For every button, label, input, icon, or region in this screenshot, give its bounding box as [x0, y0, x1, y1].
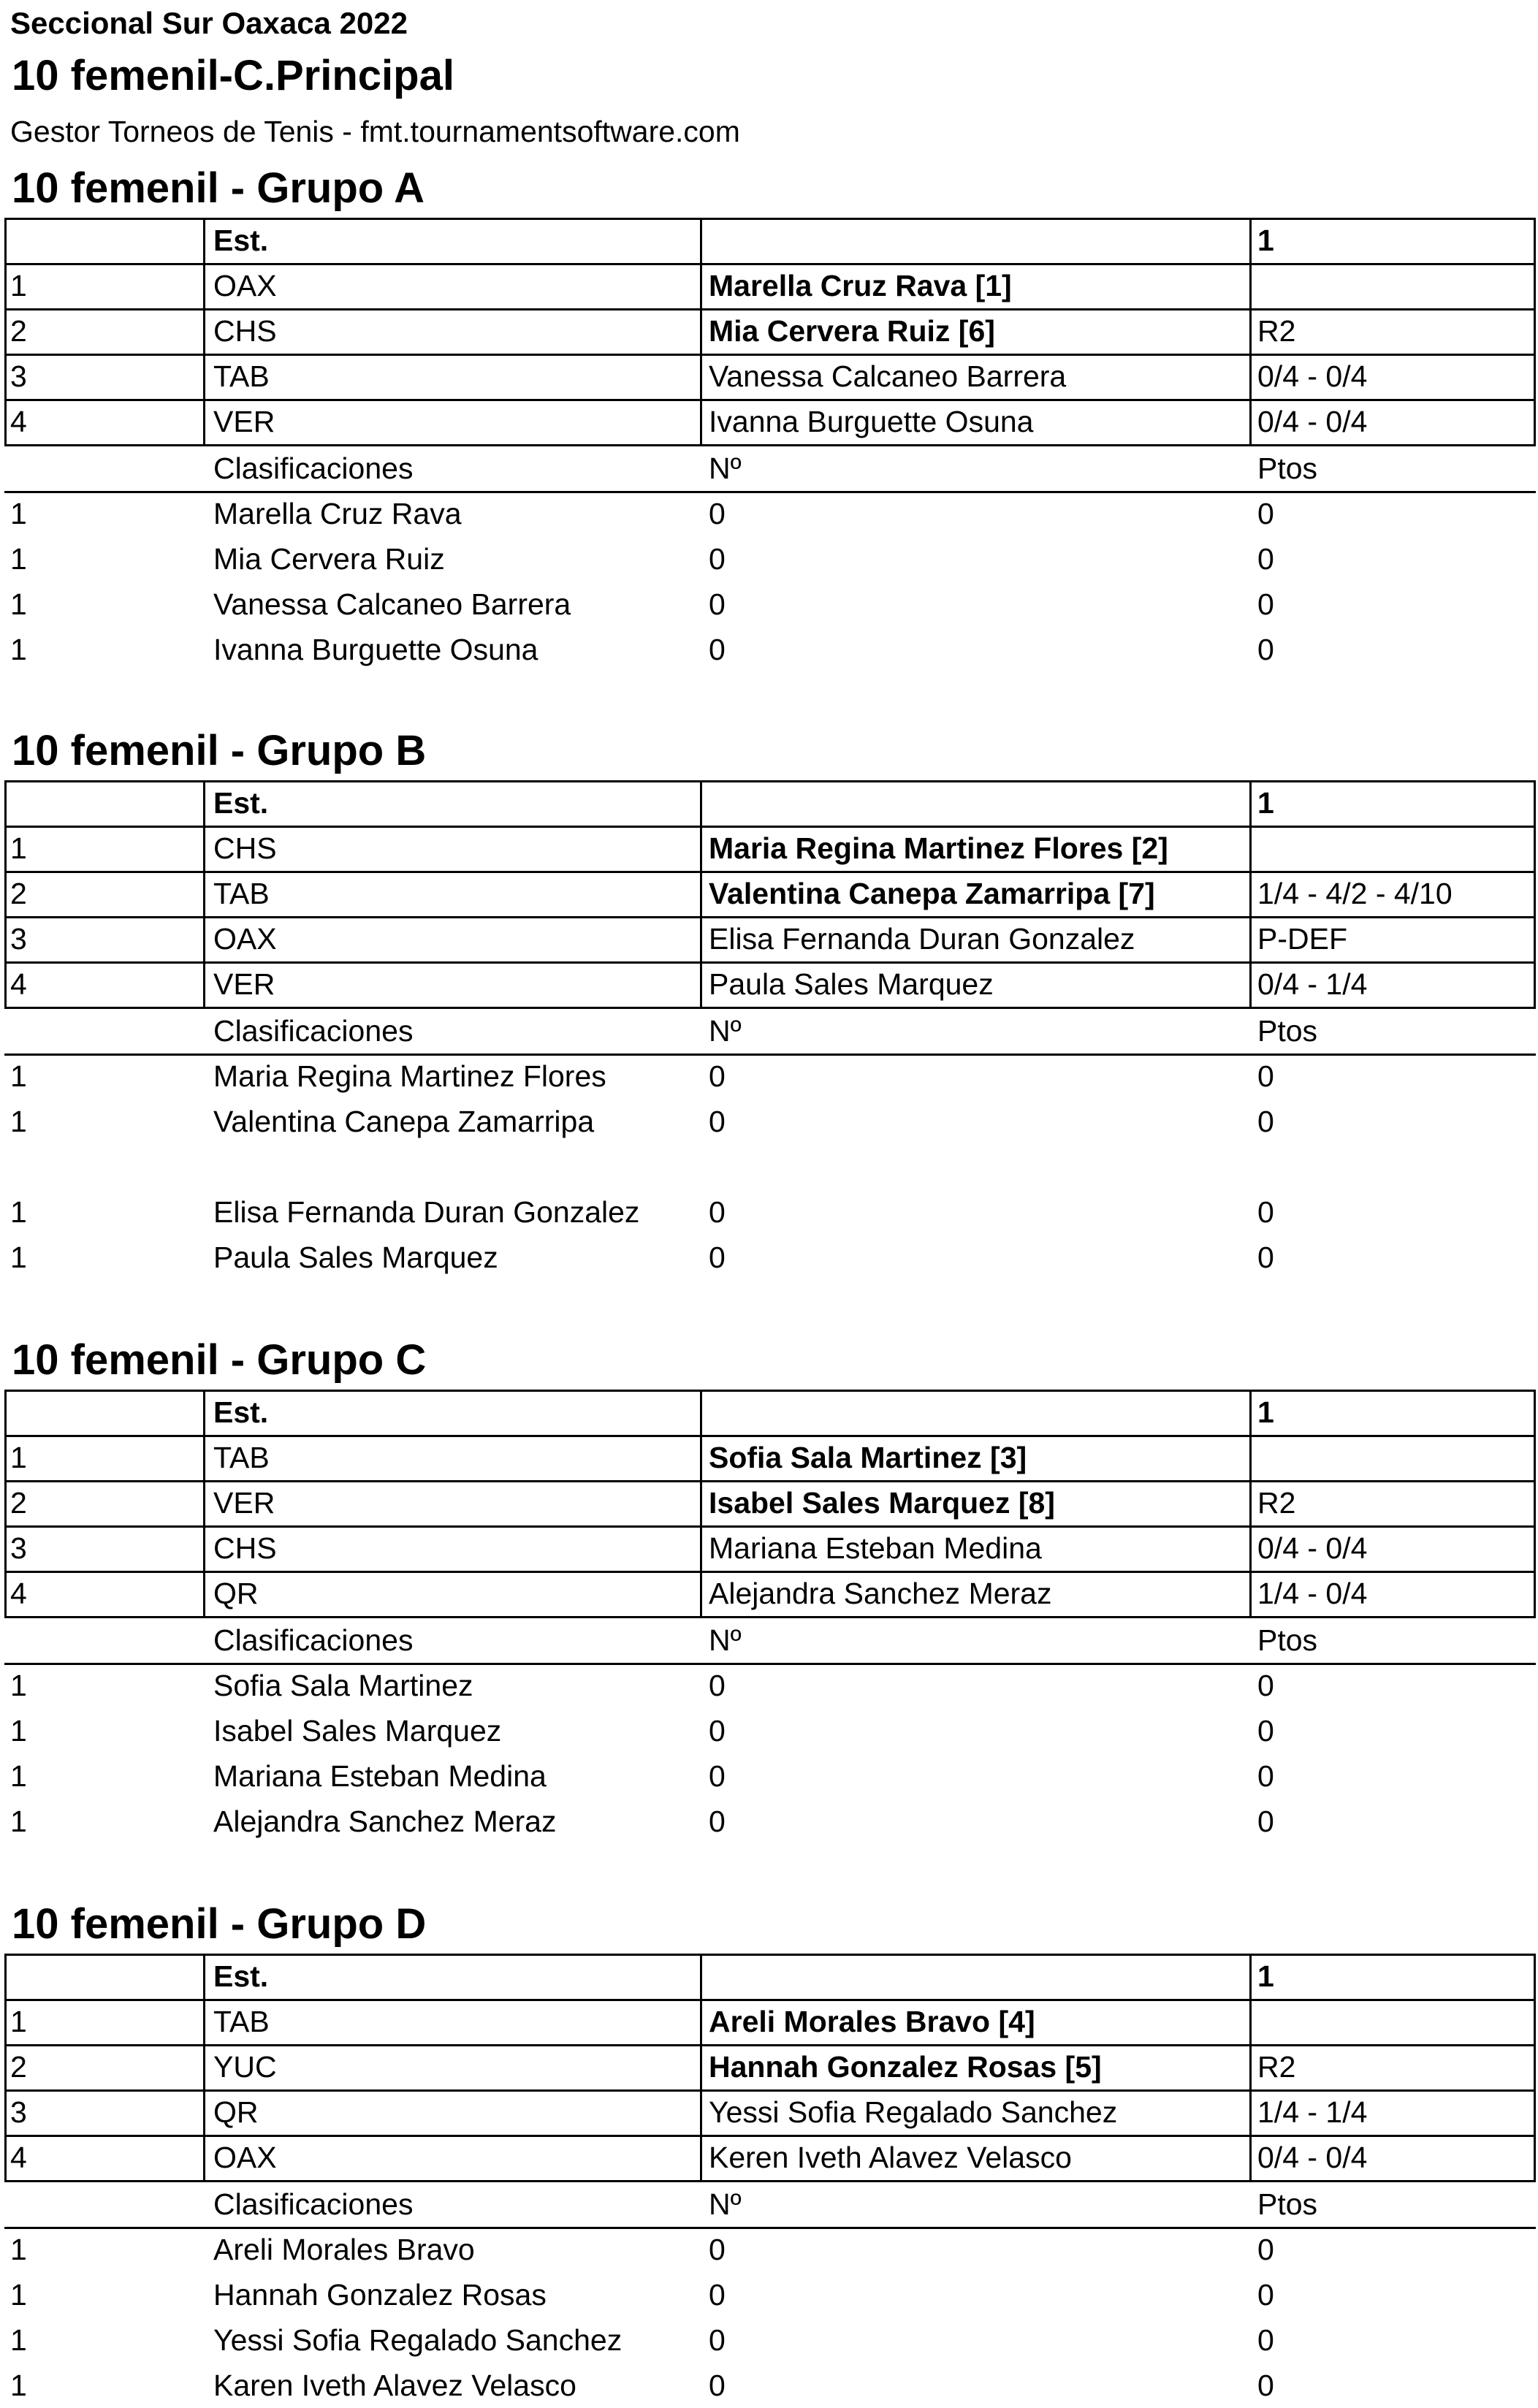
- standings-number: 0: [709, 1195, 726, 1229]
- group-header-row: [0, 1954, 1538, 1999]
- standings-number: 0: [709, 1759, 726, 1793]
- player-state: OAX: [213, 2141, 277, 2174]
- match-score: [1257, 1435, 1535, 1480]
- standings-row: [0, 627, 1538, 672]
- group-header-row: [0, 1390, 1538, 1435]
- player-row: [0, 1480, 1538, 1525]
- player-row: [0, 354, 1538, 399]
- source-line: Gestor Torneos de Tenis - fmt.tournamentsoftware.com: [10, 115, 740, 148]
- player-state: QR: [213, 1577, 259, 1610]
- standings-rank: 1: [10, 1105, 27, 1138]
- player-name: Keren Iveth Alavez Velasco: [709, 2141, 1072, 2174]
- standings-row: [0, 1144, 1538, 1189]
- player-row: [0, 2135, 1538, 2180]
- player-position: 2: [10, 1486, 27, 1520]
- standings-name: Isabel Sales Marquez: [213, 1714, 502, 1748]
- standings-row: [0, 2272, 1538, 2317]
- player-name: Mia Cervera Ruiz [6]: [709, 314, 995, 348]
- standings-number: 0: [709, 587, 726, 621]
- standings-row: [0, 1099, 1538, 1144]
- standings-rank: 1: [10, 633, 27, 666]
- standings-name: Paula Sales Marquez: [213, 1241, 498, 1274]
- player-name: Marella Cruz Rava [1]: [709, 269, 1012, 302]
- match-score: R2: [1257, 2050, 1296, 2084]
- match-score: P-DEF: [1257, 922, 1347, 956]
- round-column-header: 1: [1257, 224, 1274, 257]
- standings-number: [709, 1144, 1249, 1189]
- standings-points: [1257, 1144, 1535, 1189]
- group-title: 10 femenil - Grupo A: [12, 164, 425, 212]
- standings-row: [0, 1753, 1538, 1799]
- match-score: 0/4 - 0/4: [1257, 405, 1368, 438]
- standings-rank: 1: [10, 542, 27, 576]
- player-state: CHS: [213, 314, 277, 348]
- standings-rank: 1: [10, 1759, 27, 1793]
- standings-name: Alejandra Sanchez Meraz: [213, 1805, 557, 1838]
- standings-header-row: [0, 446, 1538, 491]
- player-state: VER: [213, 1486, 275, 1520]
- player-state: TAB: [213, 2005, 270, 2038]
- player-position: 4: [10, 967, 27, 1001]
- standings-name: [213, 1144, 696, 1189]
- player-name: Hannah Gonzalez Rosas [5]: [709, 2050, 1102, 2084]
- state-column-header: Est.: [213, 1959, 269, 1993]
- player-row: [0, 1525, 1538, 1571]
- player-name: Alejandra Sanchez Meraz: [709, 1577, 1052, 1610]
- standings-row: [0, 1708, 1538, 1753]
- player-row: [0, 1999, 1538, 2044]
- group-title: 10 femenil - Grupo B: [12, 727, 427, 774]
- standings-number-header: Nº: [709, 1623, 742, 1657]
- player-position: 1: [10, 1441, 27, 1474]
- standings-rank: 1: [10, 497, 27, 530]
- match-score: [1257, 1999, 1535, 2044]
- player-position: 2: [10, 2050, 27, 2084]
- standings-points-header: Ptos: [1257, 1623, 1318, 1657]
- match-score: 0/4 - 0/4: [1257, 359, 1368, 393]
- player-row: [0, 263, 1538, 308]
- player-name: Ivanna Burguette Osuna: [709, 405, 1034, 438]
- group-header-row: [0, 218, 1538, 263]
- standings-rank: 1: [10, 2233, 27, 2266]
- standings-row: [0, 2317, 1538, 2363]
- round-column-header: 1: [1257, 1959, 1274, 1993]
- standings-points: 0: [1257, 1059, 1274, 1093]
- standings-name: Mariana Esteban Medina: [213, 1759, 547, 1793]
- standings-number-header: Nº: [709, 452, 742, 485]
- standings-name: Karen Iveth Alavez Velasco: [213, 2369, 576, 2402]
- standings-rank: 1: [10, 1669, 27, 1702]
- round-column-header: 1: [1257, 786, 1274, 820]
- standings-points: 0: [1257, 1195, 1274, 1229]
- player-row: [0, 826, 1538, 871]
- player-row: [0, 2089, 1538, 2135]
- match-score: 1/4 - 4/2 - 4/10: [1257, 877, 1453, 910]
- standings-rank: 1: [10, 1059, 27, 1093]
- player-state: VER: [213, 967, 275, 1001]
- standings-name: Marella Cruz Rava: [213, 497, 462, 530]
- state-column-header: Est.: [213, 786, 269, 820]
- standings-points: 0: [1257, 1105, 1274, 1138]
- player-position: 4: [10, 1577, 27, 1610]
- standings-label: Clasificaciones: [213, 452, 414, 485]
- standings-label: Clasificaciones: [213, 1623, 414, 1657]
- player-row: [0, 399, 1538, 444]
- match-score: 0/4 - 0/4: [1257, 2141, 1368, 2174]
- player-state: VER: [213, 405, 275, 438]
- player-name: Paula Sales Marquez: [709, 967, 994, 1001]
- group-b: [0, 722, 1538, 1279]
- player-name: Areli Morales Bravo [4]: [709, 2005, 1035, 2038]
- standings-label: Clasificaciones: [213, 1014, 414, 1048]
- standings-number: 0: [709, 1105, 726, 1138]
- standings-row: [0, 1663, 1538, 1708]
- player-name: Valentina Canepa Zamarripa [7]: [709, 877, 1155, 910]
- player-position: 3: [10, 1531, 27, 1565]
- match-score: 1/4 - 1/4: [1257, 2095, 1368, 2129]
- standings-rank: 1: [10, 1195, 27, 1229]
- standings-name: Yessi Sofia Regalado Sanchez: [213, 2323, 623, 2357]
- standings-rank: 1: [10, 1805, 27, 1838]
- standings-points: 0: [1257, 497, 1274, 530]
- state-column-header: Est.: [213, 1395, 269, 1429]
- player-name: Sofia Sala Martinez [3]: [709, 1441, 1027, 1474]
- standings-number: 0: [709, 1669, 726, 1702]
- player-row: [0, 308, 1538, 354]
- standings-number-header: Nº: [709, 1014, 742, 1048]
- standings-row: [0, 2227, 1538, 2272]
- standings-points: 0: [1257, 542, 1274, 576]
- standings-number: 0: [709, 2369, 726, 2402]
- standings-header-row: [0, 1008, 1538, 1054]
- player-position: 3: [10, 922, 27, 956]
- standings-row: [0, 491, 1538, 536]
- player-position: 1: [10, 2005, 27, 2038]
- standings-row: [0, 1799, 1538, 1844]
- player-position: 4: [10, 2141, 27, 2174]
- standings-points: 0: [1257, 633, 1274, 666]
- player-position: 4: [10, 405, 27, 438]
- standings-points: 0: [1257, 2278, 1274, 2312]
- group-a: [0, 159, 1538, 671]
- standings-rank: [10, 1144, 200, 1189]
- state-column-header: Est.: [213, 224, 269, 257]
- match-score: 0/4 - 1/4: [1257, 967, 1368, 1001]
- player-state: CHS: [213, 1531, 277, 1565]
- player-row: [0, 1571, 1538, 1616]
- standings-points: 0: [1257, 1669, 1274, 1702]
- player-row: [0, 961, 1538, 1007]
- standings-points: 0: [1257, 1759, 1274, 1793]
- standings-name: Elisa Fernanda Duran Gonzalez: [213, 1195, 640, 1229]
- group-title: 10 femenil - Grupo D: [12, 1900, 427, 1948]
- standings-rank: 1: [10, 1241, 27, 1274]
- standings-number: 0: [709, 1805, 726, 1838]
- standings-points-header: Ptos: [1257, 452, 1318, 485]
- standings-header-row: [0, 1618, 1538, 1663]
- player-name: Isabel Sales Marquez [8]: [709, 1486, 1055, 1520]
- standings-rank: 1: [10, 2369, 27, 2402]
- player-state: OAX: [213, 269, 277, 302]
- standings-rank: 1: [10, 587, 27, 621]
- group-d: [0, 1895, 1538, 2407]
- standings-points: 0: [1257, 2369, 1274, 2402]
- player-state: TAB: [213, 877, 270, 910]
- player-row: [0, 1435, 1538, 1480]
- player-position: 2: [10, 877, 27, 910]
- group-c: [0, 1331, 1538, 1843]
- player-position: 3: [10, 2095, 27, 2129]
- match-score: 1/4 - 0/4: [1257, 1577, 1368, 1610]
- player-name: Yessi Sofia Regalado Sanchez: [709, 2095, 1118, 2129]
- player-name: Elisa Fernanda Duran Gonzalez: [709, 922, 1135, 956]
- standings-name: Maria Regina Martinez Flores: [213, 1059, 606, 1093]
- standings-number: 0: [709, 1059, 726, 1093]
- standings-number: 0: [709, 497, 726, 530]
- player-row: [0, 916, 1538, 961]
- standings-number: 0: [709, 1241, 726, 1274]
- match-score: 0/4 - 0/4: [1257, 1531, 1368, 1565]
- match-score: [1257, 263, 1535, 308]
- standings-label: Clasificaciones: [213, 2187, 414, 2221]
- standings-rank: 1: [10, 2278, 27, 2312]
- player-state: TAB: [213, 359, 270, 393]
- player-row: [0, 2044, 1538, 2089]
- standings-number: 0: [709, 2233, 726, 2266]
- player-position: 2: [10, 314, 27, 348]
- player-state: OAX: [213, 922, 277, 956]
- draw-title: 10 femenil-C.Principal: [12, 52, 454, 99]
- standings-name: Hannah Gonzalez Rosas: [213, 2278, 547, 2312]
- standings-row: [0, 536, 1538, 582]
- player-row: [0, 871, 1538, 916]
- standings-number: 0: [709, 633, 726, 666]
- standings-points-header: Ptos: [1257, 2187, 1318, 2221]
- standings-points: 0: [1257, 2233, 1274, 2266]
- player-state: YUC: [213, 2050, 277, 2084]
- standings-points: 0: [1257, 1805, 1274, 1838]
- match-score: [1257, 826, 1535, 871]
- organization-title: Seccional Sur Oaxaca 2022: [10, 6, 408, 40]
- player-position: 3: [10, 359, 27, 393]
- standings-points: 0: [1257, 1241, 1274, 1274]
- group-title: 10 femenil - Grupo C: [12, 1336, 427, 1384]
- player-state: CHS: [213, 831, 277, 865]
- standings-number-header: Nº: [709, 2187, 742, 2221]
- player-state: QR: [213, 2095, 259, 2129]
- standings-number: 0: [709, 542, 726, 576]
- standings-row: [0, 1189, 1538, 1235]
- standings-name: Valentina Canepa Zamarripa: [213, 1105, 595, 1138]
- player-state: TAB: [213, 1441, 270, 1474]
- standings-row: [0, 2363, 1538, 2408]
- standings-name: Areli Morales Bravo: [213, 2233, 475, 2266]
- standings-points-header: Ptos: [1257, 1014, 1318, 1048]
- standings-number: 0: [709, 1714, 726, 1748]
- standings-header-row: [0, 2182, 1538, 2227]
- standings-name: Vanessa Calcaneo Barrera: [213, 587, 571, 621]
- standings-points: 0: [1257, 587, 1274, 621]
- standings-points: 0: [1257, 2323, 1274, 2357]
- player-position: 1: [10, 831, 27, 865]
- standings-row: [0, 582, 1538, 627]
- match-score: R2: [1257, 314, 1296, 348]
- player-name: Mariana Esteban Medina: [709, 1531, 1042, 1565]
- standings-row: [0, 1235, 1538, 1280]
- round-column-header: 1: [1257, 1395, 1274, 1429]
- standings-rank: 1: [10, 1714, 27, 1748]
- match-score: R2: [1257, 1486, 1296, 1520]
- group-header-row: [0, 780, 1538, 826]
- standings-name: Ivanna Burguette Osuna: [213, 633, 538, 666]
- standings-number: 0: [709, 2323, 726, 2357]
- standings-row: [0, 1054, 1538, 1099]
- player-name: Maria Regina Martinez Flores [2]: [709, 831, 1168, 865]
- standings-name: Sofia Sala Martinez: [213, 1669, 473, 1702]
- standings-name: Mia Cervera Ruiz: [213, 542, 445, 576]
- standings-number: 0: [709, 2278, 726, 2312]
- player-position: 1: [10, 269, 27, 302]
- player-name: Vanessa Calcaneo Barrera: [709, 359, 1067, 393]
- standings-rank: 1: [10, 2323, 27, 2357]
- standings-points: 0: [1257, 1714, 1274, 1748]
